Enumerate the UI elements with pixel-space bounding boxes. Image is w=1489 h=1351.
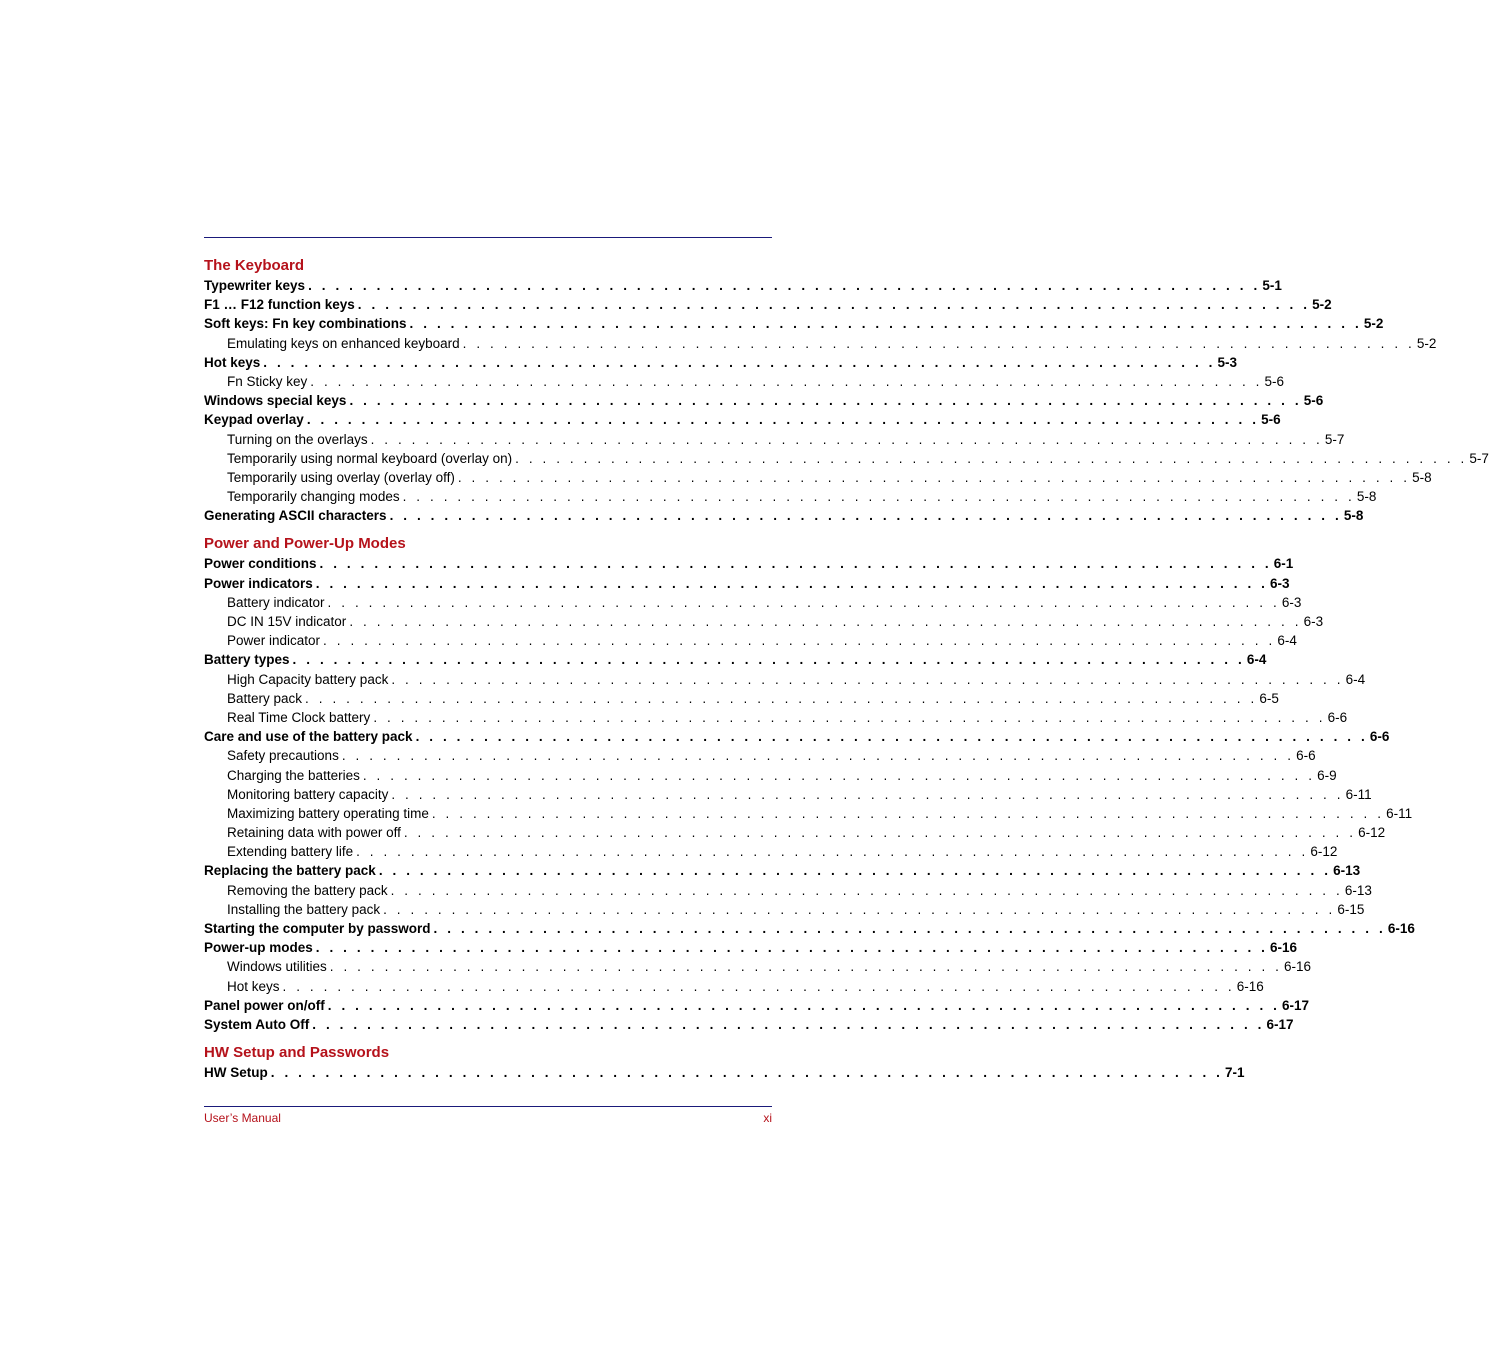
entry-label: Power indicator — [227, 633, 321, 649]
toc-subentry[interactable] — [204, 468, 1432, 487]
dot-leader: . . . . . . . . . . . . . . . . . . . . . . . . . . . . . . . . . . . . . . . . . . . . . . . . . . . . . . . . . . . . . . . . . . . . . . — [431, 805, 1385, 821]
dot-leader: . . . . . . . . . . . . . . . . . . . . . . . . . . . . . . . . . . . . . . . . . . . . . . . . . . . . . . . . . . . . . . . . . . . . . . — [356, 844, 1309, 860]
toc-entry[interactable] — [204, 727, 1390, 746]
toc-entry[interactable] — [204, 996, 1310, 1015]
entry-label: Keypad overlay — [204, 412, 304, 428]
entry-page-number: 6-9 — [1317, 767, 1337, 783]
toc-subentry[interactable] — [204, 957, 1312, 976]
dot-leader: . . . . . . . . . . . . . . . . . . . . . . . . . . . . . . . . . . . . . . . . . . . . . . . . . . . . . . . . . . . . . . . . . . . . . . — [389, 508, 1342, 524]
entry-label: Power conditions — [204, 556, 317, 572]
toc-subentry[interactable] — [204, 766, 1337, 785]
footer-manual-title: User’s Manual — [204, 1111, 281, 1125]
entry-page-number: 5-1 — [1262, 278, 1282, 293]
dot-leader: . . . . . . . . . . . . . . . . . . . . . . . . . . . . . . . . . . . . . . . . . . . . . . . . . . . . . . . . . . . . . . . . . . . . . . — [263, 354, 1216, 370]
toc-entry[interactable] — [204, 938, 1298, 957]
dot-leader: . . . . . . . . . . . . . . . . . . . . . . . . . . . . . . . . . . . . . . . . . . . . . . . . . . . . . . . . . . . . . . . . . . . . . . — [305, 690, 1258, 706]
dot-leader: . . . . . . . . . . . . . . . . . . . . . . . . . . . . . . . . . . . . . . . . . . . . . . . . . . . . . . . . . . . . . . . . . . . . . . — [433, 921, 1386, 936]
entry-page-number: 6-4 — [1345, 671, 1366, 687]
toc-subentry[interactable] — [204, 900, 1365, 919]
entry-label: Temporarily using overlay (overlay off) — [227, 469, 455, 485]
toc-entry[interactable] — [204, 1015, 1294, 1034]
entry-label: Typewriter keys — [204, 278, 306, 293]
entry-page-number: 6-11 — [1345, 786, 1372, 802]
toc-section — [204, 535, 1415, 1034]
toc-subentry[interactable] — [204, 612, 1324, 631]
toc-subentry[interactable] — [204, 593, 1302, 612]
dot-leader: . . . . . . . . . . . . . . . . . . . . . . . . . . . . . . . . . . . . . . . . . . . . . . . . . . . . . . . . . . . . . . . . . . . . . . — [315, 575, 1269, 591]
toc-subentry[interactable] — [204, 823, 1386, 842]
entry-page-number: 5-7 — [1324, 431, 1345, 447]
toc-subentry[interactable] — [204, 689, 1279, 708]
entry-page-number: 7-1 — [1225, 1065, 1245, 1081]
toc-entry[interactable] — [204, 861, 1361, 880]
toc-section — [204, 1044, 1245, 1082]
toc-entry[interactable] — [204, 353, 1238, 372]
dot-leader: . . . . . . . . . . . . . . . . . . . . . . . . . . . . . . . . . . . . . . . . . . . . . . . . . . . . . . . . . . . . . . . . . . . . . . — [310, 373, 1263, 389]
dot-leader: . . . . . . . . . . . . . . . . . . . . . . . . . . . . . . . . . . . . . . . . . . . . . . . . . . . . . . . . . . . . . . . . . . . . . . — [383, 901, 1336, 917]
dot-leader: . . . . . . . . . . . . . . . . . . . . . . . . . . . . . . . . . . . . . . . . . . . . . . . . . . . . . . . . . . . . . . . . . . . . . . — [312, 1016, 1265, 1032]
dot-leader: . . . . . . . . . . . . . . . . . . . . . . . . . . . . . . . . . . . . . . . . . . . . . . . . . . . . . . . . . . . . . . . . . . . . . . — [308, 278, 1261, 293]
dot-leader: . . . . . . . . . . . . . . . . . . . . . . . . . . . . . . . . . . . . . . . . . . . . . . . . . . . . . . . . . . . . . . . . . . . . . . — [292, 652, 1245, 668]
entry-page-number: 6-16 — [1270, 940, 1298, 956]
entry-page-number: 6-3 — [1281, 594, 1302, 610]
entry-label: HW Setup — [204, 1065, 268, 1081]
dot-leader: . . . . . . . . . . . . . . . . . . . . . . . . . . . . . . . . . . . . . . . . . . . . . . . . . . . . . . . . . . . . . . . . . . . . . . — [391, 671, 1344, 687]
entry-page-number: 5-2 — [1416, 335, 1437, 351]
toc-subentry[interactable] — [204, 372, 1285, 391]
toc-subentry[interactable] — [204, 708, 1348, 727]
entry-page-number: 6-12 — [1310, 844, 1338, 860]
entry-page-number: 5-2 — [1312, 297, 1332, 313]
dot-leader: . . . . . . . . . . . . . . . . . . . . . . . . . . . . . . . . . . . . . . . . . . . . . . . . . . . . . . . . . . . . . . . . . . . . . . — [270, 1065, 1224, 1081]
dot-leader: . . . . . . . . . . . . . . . . . . . . . . . . . . . . . . . . . . . . . . . . . . . . . . . . . . . . . . . . . . . . . . . . . . . . . . — [357, 297, 1311, 313]
entry-label: Windows utilities — [227, 959, 327, 975]
entry-label: Power-up modes — [204, 940, 313, 956]
dot-leader: . . . . . . . . . . . . . . . . . . . . . . . . . . . . . . . . . . . . . . . . . . . . . . . . . . . . . . . . . . . . . . . . . . . . . . — [306, 412, 1260, 428]
toc-subentry[interactable] — [204, 334, 1437, 353]
dot-leader: . . . . . . . . . . . . . . . . . . . . . . . . . . . . . . . . . . . . . . . . . . . . . . . . . . . . . . . . . . . . . . . . . . . . . . — [319, 556, 1272, 572]
entry-page-number: 5-8 — [1343, 508, 1364, 524]
toc-subentry[interactable] — [204, 804, 1413, 823]
dot-leader: . . . . . . . . . . . . . . . . . . . . . . . . . . . . . . . . . . . . . . . . . . . . . . . . . . . . . . . . . . . . . . . . . . . . . . — [323, 633, 1276, 649]
toc-entry[interactable] — [204, 391, 1324, 410]
dot-leader: . . . . . . . . . . . . . . . . . . . . . . . . . . . . . . . . . . . . . . . . . . . . . . . . . . . . . . . . . . . . . . . . . . . . . . — [362, 767, 1316, 783]
table-of-contents — [204, 257, 1489, 1092]
entry-label: Hot keys — [204, 354, 261, 370]
entry-page-number: 5-8 — [1412, 469, 1432, 485]
dot-leader: . . . . . . . . . . . . . . . . . . . . . . . . . . . . . . . . . . . . . . . . . . . . . . . . . . . . . . . . . . . . . . . . . . . . . . — [402, 489, 1355, 505]
toc-subentry[interactable] — [204, 430, 1345, 449]
entry-label: Generating ASCII characters — [204, 508, 387, 524]
toc-entry[interactable] — [204, 574, 1290, 593]
entry-label: Starting the computer by password — [204, 921, 431, 936]
dot-leader: . . . . . . . . . . . . . . . . . . . . . . . . . . . . . . . . . . . . . . . . . . . . . . . . . . . . . . . . . . . . . . . . . . . . . . — [462, 335, 1415, 351]
dot-leader: . . . . . . . . . . . . . . . . . . . . . . . . . . . . . . . . . . . . . . . . . . . . . . . . . . . . . . . . . . . . . . . . . . . . . . — [391, 786, 1344, 802]
entry-label: Power indicators — [204, 575, 313, 591]
entry-label: F1 … F12 function keys — [204, 297, 355, 313]
entry-page-number: 6-13 — [1333, 863, 1361, 879]
entry-page-number: 6-13 — [1344, 882, 1372, 898]
entry-label: Retaining data with power off — [227, 825, 401, 841]
entry-page-number: 6-15 — [1337, 901, 1365, 917]
entry-label: Safety precautions — [227, 748, 339, 764]
entry-label: Charging the batteries — [227, 767, 360, 783]
toc-subentry[interactable] — [204, 881, 1372, 900]
section-title[interactable]: Power and Power-Up Modes — [204, 535, 406, 553]
entry-label: Real Time Clock battery — [227, 709, 371, 725]
toc-subentry[interactable] — [204, 977, 1264, 996]
entry-label: Extending battery life — [227, 844, 354, 860]
toc-entry[interactable] — [204, 314, 1384, 333]
entry-page-number: 6-3 — [1270, 575, 1290, 591]
entry-label: Monitoring battery capacity — [227, 786, 389, 802]
toc-subentry[interactable] — [204, 631, 1297, 650]
dot-leader: . . . . . . . . . . . . . . . . . . . . . . . . . . . . . . . . . . . . . . . . . . . . . . . . . . . . . . . . . . . . . . . . . . . . . . — [327, 997, 1281, 1013]
entry-label: Replacing the battery pack — [204, 863, 376, 879]
entry-label: Removing the battery pack — [227, 882, 388, 898]
dot-leader: . . . . . . . . . . . . . . . . . . . . . . . . . . . . . . . . . . . . . . . . . . . . . . . . . . . . . . . . . . . . . . . . . . . . . . — [349, 393, 1302, 409]
entry-label: Care and use of the battery pack — [204, 729, 413, 745]
entry-page-number: 6-6 — [1369, 729, 1390, 745]
entry-page-number: 5-8 — [1356, 489, 1377, 505]
entry-label: Hot keys — [227, 978, 280, 994]
toc-subentry[interactable] — [204, 746, 1316, 765]
dot-leader: . . . . . . . . . . . . . . . . . . . . . . . . . . . . . . . . . . . . . . . . . . . . . . . . . . . . . . . . . . . . . . . . . . . . . . — [515, 450, 1468, 466]
entry-page-number: 5-2 — [1363, 316, 1384, 332]
toc-entry[interactable] — [204, 650, 1267, 669]
entry-page-number: 6-11 — [1386, 805, 1413, 821]
entry-page-number: 6-17 — [1282, 997, 1310, 1013]
entry-label: Soft keys: Fn key combinations — [204, 316, 407, 332]
toc-subentry[interactable] — [204, 785, 1372, 804]
section-title[interactable]: HW Setup and Passwords — [204, 1044, 390, 1062]
entry-label: Emulating keys on enhanced keyboard — [227, 335, 460, 351]
toc-entry[interactable] — [204, 276, 1282, 295]
section-title[interactable]: The Keyboard — [204, 257, 305, 274]
dot-leader: . . . . . . . . . . . . . . . . . . . . . . . . . . . . . . . . . . . . . . . . . . . . . . . . . . . . . . . . . . . . . . . . . . . . . . — [457, 469, 1411, 485]
top-rule — [204, 237, 772, 238]
dot-leader: . . . . . . . . . . . . . . . . . . . . . . . . . . . . . . . . . . . . . . . . . . . . . . . . . . . . . . . . . . . . . . . . . . . . . . — [329, 959, 1283, 975]
entry-label: Fn Sticky key — [227, 373, 308, 389]
dot-leader: . . . . . . . . . . . . . . . . . . . . . . . . . . . . . . . . . . . . . . . . . . . . . . . . . . . . . . . . . . . . . . . . . . . . . . — [373, 709, 1326, 725]
entry-page-number: 6-16 — [1236, 978, 1264, 994]
toc-entry[interactable] — [204, 919, 1415, 938]
entry-label: Windows special keys — [204, 393, 347, 409]
entry-page-number: 6-6 — [1327, 709, 1348, 725]
entry-page-number: 6-17 — [1266, 1016, 1294, 1032]
entry-label: Panel power on/off — [204, 997, 325, 1013]
toc-subentry[interactable] — [204, 842, 1338, 861]
dot-leader: . . . . . . . . . . . . . . . . . . . . . . . . . . . . . . . . . . . . . . . . . . . . . . . . . . . . . . . . . . . . . . . . . . . . . . — [315, 940, 1269, 956]
entry-page-number: 6-3 — [1303, 614, 1324, 629]
entry-label: Temporarily using normal keyboard (overlay on) — [227, 450, 513, 466]
entry-page-number: 6-6 — [1296, 748, 1316, 764]
toc-subentry[interactable] — [204, 449, 1489, 468]
entry-page-number: 6-5 — [1259, 690, 1279, 706]
entry-label: Battery pack — [227, 690, 303, 706]
dot-leader: . . . . . . . . . . . . . . . . . . . . . . . . . . . . . . . . . . . . . . . . . . . . . . . . . . . . . . . . . . . . . . . . . . . . . . — [282, 978, 1235, 994]
entry-label: Turning on the overlays — [227, 431, 368, 447]
dot-leader: . . . . . . . . . . . . . . . . . . . . . . . . . . . . . . . . . . . . . . . . . . . . . . . . . . . . . . . . . . . . . . . . . . . . . . — [327, 594, 1280, 610]
entry-page-number: 6-4 — [1246, 652, 1267, 668]
entry-page-number: 6-16 — [1387, 921, 1415, 936]
dot-leader: . . . . . . . . . . . . . . . . . . . . . . . . . . . . . . . . . . . . . . . . . . . . . . . . . . . . . . . . . . . . . . . . . . . . . . — [349, 614, 1302, 629]
entry-page-number: 6-16 — [1284, 959, 1312, 975]
entry-page-number: 5-3 — [1217, 354, 1238, 370]
entry-page-number: 6-1 — [1273, 556, 1294, 572]
entry-label: Temporarily changing modes — [227, 489, 400, 505]
toc-section — [204, 257, 1489, 525]
toc-subentry[interactable] — [204, 670, 1366, 689]
entry-label: Maximizing battery operating time — [227, 805, 429, 821]
entry-label: Battery indicator — [227, 594, 325, 610]
entry-page-number: 6-12 — [1358, 825, 1386, 841]
entry-page-number: 5-6 — [1264, 373, 1285, 389]
dot-leader: . . . . . . . . . . . . . . . . . . . . . . . . . . . . . . . . . . . . . . . . . . . . . . . . . . . . . . . . . . . . . . . . . . . . . . — [390, 882, 1343, 898]
toc-entry[interactable] — [204, 554, 1294, 573]
entry-label: System Auto Off — [204, 1016, 310, 1032]
bottom-rule — [204, 1106, 772, 1107]
entry-page-number: 5-6 — [1303, 393, 1324, 409]
entry-label: Installing the battery pack — [227, 901, 381, 917]
entry-page-number: 5-6 — [1261, 412, 1281, 428]
entry-label: Battery types — [204, 652, 290, 668]
toc-entry[interactable] — [204, 506, 1364, 525]
toc-subentry[interactable] — [204, 487, 1377, 506]
entry-page-number: 5-7 — [1469, 450, 1489, 466]
dot-leader: . . . . . . . . . . . . . . . . . . . . . . . . . . . . . . . . . . . . . . . . . . . . . . . . . . . . . . . . . . . . . . . . . . . . . . — [341, 748, 1295, 764]
toc-entry[interactable] — [204, 1063, 1245, 1082]
entry-label: High Capacity battery pack — [227, 671, 389, 687]
entry-page-number: 6-4 — [1277, 633, 1297, 649]
toc-entry[interactable] — [204, 295, 1332, 314]
toc-entry[interactable] — [204, 410, 1281, 429]
entry-label: DC IN 15V indicator — [227, 614, 347, 629]
dot-leader: . . . . . . . . . . . . . . . . . . . . . . . . . . . . . . . . . . . . . . . . . . . . . . . . . . . . . . . . . . . . . . . . . . . . . . — [378, 863, 1332, 879]
dot-leader: . . . . . . . . . . . . . . . . . . . . . . . . . . . . . . . . . . . . . . . . . . . . . . . . . . . . . . . . . . . . . . . . . . . . . . — [403, 825, 1357, 841]
footer-page-number: xi — [763, 1111, 772, 1125]
dot-leader: . . . . . . . . . . . . . . . . . . . . . . . . . . . . . . . . . . . . . . . . . . . . . . . . . . . . . . . . . . . . . . . . . . . . . . — [370, 431, 1323, 447]
dot-leader: . . . . . . . . . . . . . . . . . . . . . . . . . . . . . . . . . . . . . . . . . . . . . . . . . . . . . . . . . . . . . . . . . . . . . . — [409, 316, 1362, 332]
dot-leader: . . . . . . . . . . . . . . . . . . . . . . . . . . . . . . . . . . . . . . . . . . . . . . . . . . . . . . . . . . . . . . . . . . . . . . — [415, 729, 1368, 745]
